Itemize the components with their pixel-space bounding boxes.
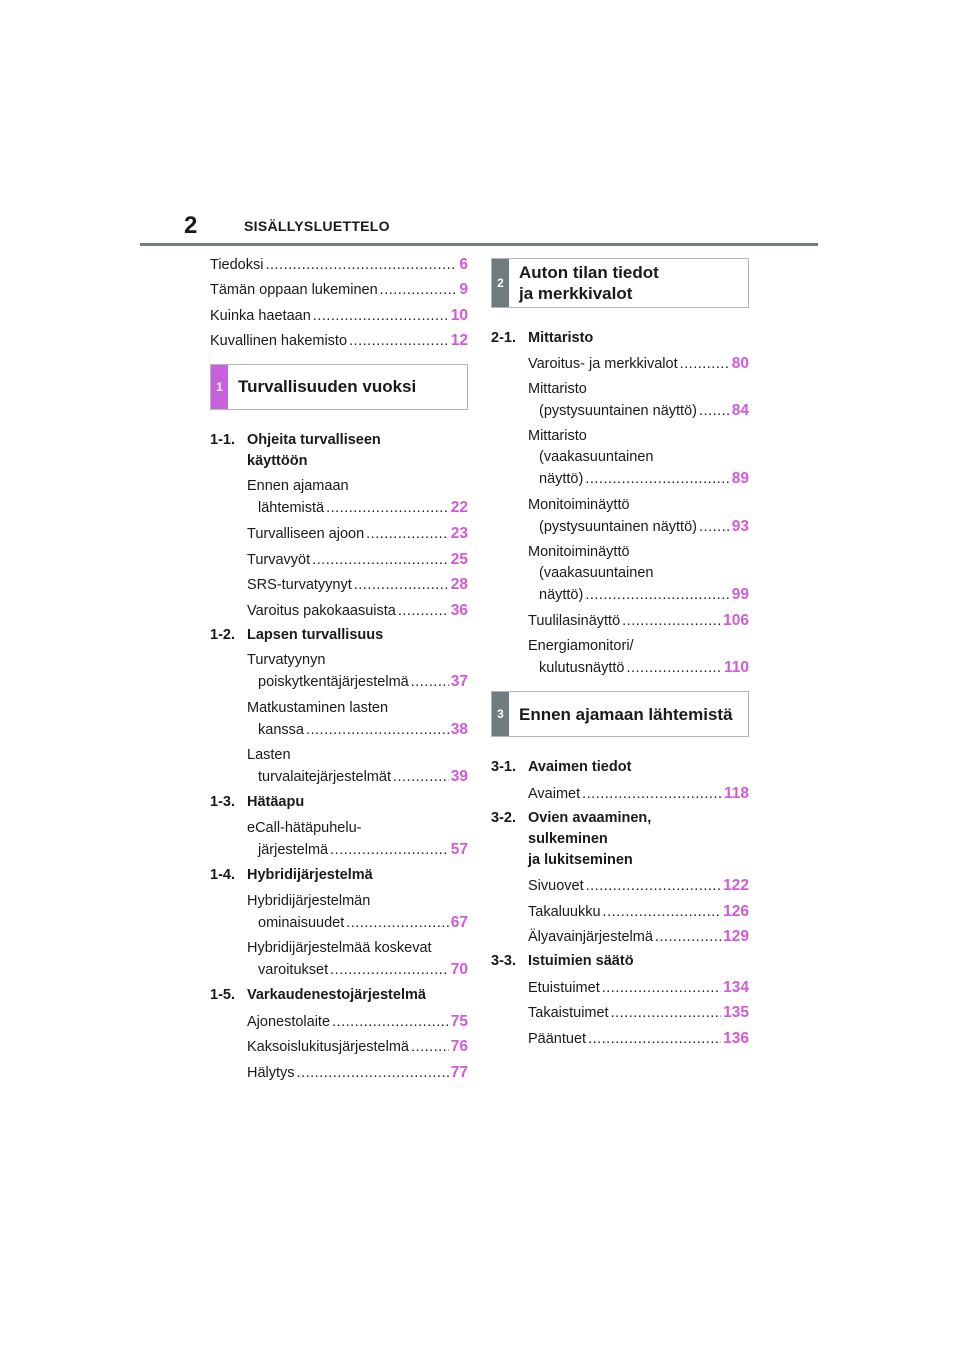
section-title [247,985,426,1006]
toc-entry-line [528,610,749,632]
toc-entry-line [247,497,468,519]
toc-entry-label: Ennen ajamaan [247,477,349,494]
section-heading [210,430,468,472]
toc-entry-line [528,783,749,805]
page-number-link[interactable]: 84 [731,401,749,419]
toc-entry[interactable] [247,1062,468,1083]
dot-leader [312,550,449,571]
toc-entry-line [528,563,749,584]
toc-entry-line [528,901,749,923]
toc-entry-line [247,698,468,719]
toc-entry[interactable] [528,783,749,804]
dot-leader [398,601,449,622]
page-number-link[interactable]: 75 [450,1012,468,1030]
chapter-1-badge: 1 [211,365,228,409]
dot-leader [346,913,449,934]
page-number-link[interactable]: 106 [723,612,749,630]
toc-entry-label: Energiamonitori/ [528,637,634,654]
toc-entry-label: Tämän oppaan lukeminen [210,282,378,299]
toc-entry[interactable] [247,938,468,981]
dot-leader [699,517,730,538]
dot-leader [330,960,449,981]
toc-entry-label: Tiedoksi [210,257,264,273]
toc-entry[interactable] [247,745,468,788]
toc-entry-label: (vaakasuuntainen [539,564,654,581]
toc-entry-line [210,330,468,352]
toc-entry-label: Varoitus pakokaasuista [247,602,396,619]
section-number: 3-1. [491,759,516,776]
page-number-link[interactable]: 135 [723,1004,749,1022]
page-number-link[interactable]: 93 [731,517,749,535]
dot-leader [603,902,722,923]
toc-entry-line [528,495,749,516]
toc-entry-label: Mittaristo [528,428,587,445]
toc-entry-label: eCall-hätäpuhelu- [247,819,362,836]
toc-entry-line [528,516,749,538]
toc-entry-line [247,745,468,766]
toc-entry[interactable] [210,305,468,326]
toc-entry-label: Pääntuet [528,1030,587,1047]
chapter-3-title: Ennen ajamaan lähtemistä [519,704,733,724]
dot-leader [306,720,449,741]
dot-leader [366,524,449,545]
toc-entry[interactable] [528,1028,749,1049]
dot-leader [297,1063,449,1084]
toc-entry-label: Takaluukku [528,903,601,920]
section-title [247,792,304,813]
toc-entry[interactable] [210,330,468,351]
toc-entry-line [247,600,468,622]
chapter-3-badge: 3 [492,692,509,736]
toc-entry-label: Turvavyöt [247,551,311,568]
toc-entry[interactable] [210,254,468,275]
toc-entry-line [528,468,749,490]
dot-leader [330,840,449,861]
toc-entry-label: poiskytkentäjärjestelmä [258,674,409,691]
page-number-link[interactable]: 12 [450,332,468,350]
dot-leader [585,585,729,606]
toc-entry-line [528,926,749,948]
chapter-1-title: Turvallisuuden vuoksi [238,377,417,397]
toc-entry[interactable] [528,875,749,896]
toc-entry-line [247,549,468,571]
section-title-line: Ohjeita turvalliseen [247,431,381,448]
toc-entry[interactable] [247,549,468,570]
toc-entry-line [247,1036,468,1058]
toc-entry-label: kulutusnäyttö [539,659,625,676]
toc-entry-label: järjestelmä [258,841,329,858]
section-title-line: Hätäapu [247,794,305,811]
section-number: 1-3. [210,794,235,811]
page-number-link[interactable]: 118 [723,784,749,802]
page-number-link[interactable]: 122 [723,877,749,895]
section-title-line: Varkaudenestojärjestelmä [247,987,426,1004]
toc-entry-line [247,912,468,934]
dot-leader [313,306,449,327]
page-number-link[interactable]: 28 [450,576,468,594]
toc-entry-line [528,1028,749,1050]
toc-entry-line [528,353,749,375]
toc-entry-label: Turvalliseen ajoon [247,526,365,543]
section-title-line: ja lukitseminen [528,851,633,868]
section-title-line: Mittaristo [528,330,594,346]
toc-entry[interactable] [528,636,749,679]
page-number-link[interactable]: 6 [459,256,468,273]
section-title-line: Istuimien säätö [528,953,634,970]
toc-entry-line [247,818,468,839]
section-number: 2-1. [491,330,516,346]
toc-entry-line [528,584,749,606]
toc-entry-label: Hybridijärjestelmää koskevat [247,940,432,957]
toc-entry-line [247,938,468,959]
toc-entry[interactable] [528,610,749,631]
toc-entry-line [247,1062,468,1084]
section-title [528,757,631,778]
dot-leader [611,1003,722,1024]
toc-entry[interactable] [528,353,749,374]
chapter-1-tab[interactable] [210,364,468,410]
toc-entry-label: ominaisuudet [258,914,345,931]
chapter-2-title-line-1: Auton tilan tiedot [519,263,659,282]
toc-entry-line [528,875,749,897]
toc-entry-label: (pystysuuntainen näyttö) [539,402,697,419]
dot-leader [588,1029,721,1050]
chapter-2-title-line-2: ja merkkivalot [519,284,633,303]
page-number-link[interactable]: 89 [731,470,749,488]
toc-entry[interactable] [247,818,468,861]
page-number-link[interactable]: 10 [450,306,468,324]
toc-entry-label: SRS-turvatyynyt [247,577,352,594]
toc-entry-line [247,574,468,596]
toc-entry-line [528,542,749,563]
page-number-link[interactable]: 70 [450,961,468,979]
section-title [528,328,593,349]
toc-entry-line [247,650,468,671]
section-number: 3-3. [491,953,516,970]
dot-leader [680,354,730,375]
toc-entry-label: Ajonestolaite [247,1013,331,1030]
dot-leader [655,927,721,948]
chapter-2-tab[interactable] [491,258,749,308]
toc-entry-line [247,523,468,545]
chapter-2-badge: 2 [492,259,509,307]
toc-entry[interactable] [528,495,749,538]
section-heading [210,792,468,813]
toc-entry-line [528,636,749,657]
page-number-link[interactable]: 129 [723,928,749,946]
section-title [528,951,634,972]
section-number: 1-2. [210,626,235,643]
page-number-link[interactable]: 67 [450,913,468,931]
chapter-2-sections [491,328,749,679]
dot-leader [602,978,721,999]
section-heading [491,808,749,871]
dot-leader [393,767,449,788]
page-number-link[interactable]: 126 [723,902,749,920]
right-column [491,258,749,1053]
intro-list [210,254,468,351]
page-number-link[interactable]: 39 [450,768,468,786]
page-number-link[interactable]: 23 [450,525,468,543]
page-number-link[interactable]: 36 [450,601,468,619]
toc-entry-line [528,379,749,400]
page-number-link[interactable]: 134 [723,978,749,996]
section-title [247,430,381,472]
dot-leader [332,1012,449,1033]
toc-entry-label: Lasten [247,747,291,764]
toc-entry[interactable] [247,600,468,621]
toc-entry-line [247,476,468,497]
section-heading [491,951,749,972]
toc-entry[interactable] [528,379,749,422]
page-number-link[interactable]: 22 [450,498,468,516]
toc-entry-label: Monitoiminäyttö [528,496,630,513]
toc-entry-label: Turvatyynyn [247,652,326,669]
toc-entry-line [247,839,468,861]
dot-leader [586,876,722,897]
dot-leader [326,498,449,519]
section-title [247,865,373,886]
section-title-line: sulkeminen [528,830,608,847]
toc-entry-line [528,657,749,679]
dot-leader [626,658,722,679]
toc-entry[interactable] [528,977,749,998]
section-number: 3-2. [491,809,516,826]
toc-entry-line [528,400,749,422]
dot-leader [585,469,729,490]
toc-entry-label: Mittaristo [528,380,587,397]
section-title-line: käyttöön [247,452,308,469]
section-heading [210,865,468,886]
toc-entry-label: Tuulilasinäyttö [528,613,621,630]
toc-entry-line [247,719,468,741]
page-number-link[interactable]: 110 [723,658,749,676]
toc-entry-label: Takaistuimet [528,1005,609,1022]
toc-entry[interactable] [247,476,468,519]
toc-entry-label: Matkustaminen lasten [247,699,389,716]
section-title-line: Hybridijärjestelmä [247,867,373,884]
chapter-3-tab[interactable] [491,691,749,737]
page-number: 2 [184,212,198,239]
toc-entry-line [247,959,468,981]
toc-entry-label: varoitukset [258,962,329,979]
section-heading [210,625,468,646]
dot-leader [380,280,458,301]
page-number-link[interactable]: 37 [450,673,468,691]
chapter-1-sections [210,430,468,1083]
section-number: 1-5. [210,987,235,1004]
toc-entry[interactable] [528,426,749,490]
section-number: 1-4. [210,867,235,884]
toc-entry-label: Varoitus- ja merkkivalot [528,356,678,373]
section-number: 1-1. [210,431,235,448]
toc-entry[interactable] [247,698,468,741]
toc-entry[interactable] [210,279,468,300]
toc-entry[interactable] [247,891,468,934]
section-title-line: Ovien avaaminen, [528,809,652,826]
page-number-link[interactable]: 76 [450,1038,468,1056]
section-title-line: Lapsen turvallisuus [247,626,384,643]
section-heading [491,757,749,778]
toc-entry-line [528,1002,749,1024]
toc-entry-label: näyttö) [539,471,584,488]
dot-leader [349,331,449,352]
toc-entry-line [528,426,749,447]
toc-entry-line [247,671,468,693]
toc-entry-line [247,1011,468,1033]
toc-entry-label: Monitoiminäyttö [528,543,630,560]
toc-entry-label: Kuinka haetaan [210,307,311,324]
section-title [528,808,651,871]
toc-entry-line [210,279,468,301]
toc-entry[interactable] [528,542,749,606]
toc-entry-label: Sivuovet [528,878,584,895]
toc-entry-label: kanssa [258,721,304,738]
toc-entry-label: Kaksoislukitusjärjestelmä [247,1039,409,1056]
dot-leader [411,1037,449,1058]
chapter-2-title [509,262,659,304]
toc-entry[interactable] [528,901,749,922]
toc-entry-label: (vaakasuuntainen [539,449,654,466]
page-number-link[interactable]: 80 [731,355,749,373]
page-number-link[interactable]: 38 [450,720,468,738]
dot-leader [582,784,722,805]
toc-entry-label: (pystysuuntainen näyttö) [539,518,697,535]
dot-leader [411,672,449,693]
page-number-link[interactable]: 25 [450,550,468,568]
page-title: SISÄLLYSLUETTELO [244,218,390,234]
toc-entry[interactable] [247,1011,468,1032]
toc-entry-line [247,891,468,912]
toc-entry[interactable] [528,926,749,947]
toc-entry-line [528,977,749,999]
dot-leader [354,575,449,596]
section-title [247,625,383,646]
toc-entry[interactable] [247,523,468,544]
toc-entry[interactable] [247,650,468,693]
section-title-line: Avaimen tiedot [528,759,632,776]
dot-leader [265,255,457,276]
toc-entry-line [210,254,468,276]
page-number-link[interactable]: 99 [731,585,749,603]
toc-entry-label: Älyavainjärjestelmä [528,929,653,946]
toc-entry[interactable] [247,574,468,595]
toc-entry-label: Avaimet [528,785,581,802]
toc-entry-label: näyttö) [539,586,584,603]
page-number-link[interactable]: 57 [450,840,468,858]
section-heading [491,328,749,349]
toc-entry-label: Hybridijärjestelmän [247,892,371,909]
left-column [210,254,468,1087]
toc-entry-label: Etuistuimet [528,979,600,996]
toc-entry-label: Kuvallinen hakemisto [210,333,348,350]
page-number-link[interactable]: 77 [450,1063,468,1081]
toc-entry-label: turvalaitejärjestelmät [258,769,391,786]
toc-entry[interactable] [528,1002,749,1023]
dot-leader [699,401,730,422]
toc-entry-line [247,766,468,788]
toc-entry-line [528,447,749,468]
page-number-link[interactable]: 9 [459,281,468,299]
dot-leader [622,611,721,632]
page-number-link[interactable]: 136 [723,1029,749,1047]
toc-entry[interactable] [247,1036,468,1057]
section-heading [210,985,468,1006]
toc-entry-label: lähtemistä [258,499,325,516]
toc-entry-label: Hälytys [247,1064,295,1081]
chapter-3-sections [491,757,749,1049]
toc-entry-line [210,305,468,327]
header-rule [140,243,818,246]
